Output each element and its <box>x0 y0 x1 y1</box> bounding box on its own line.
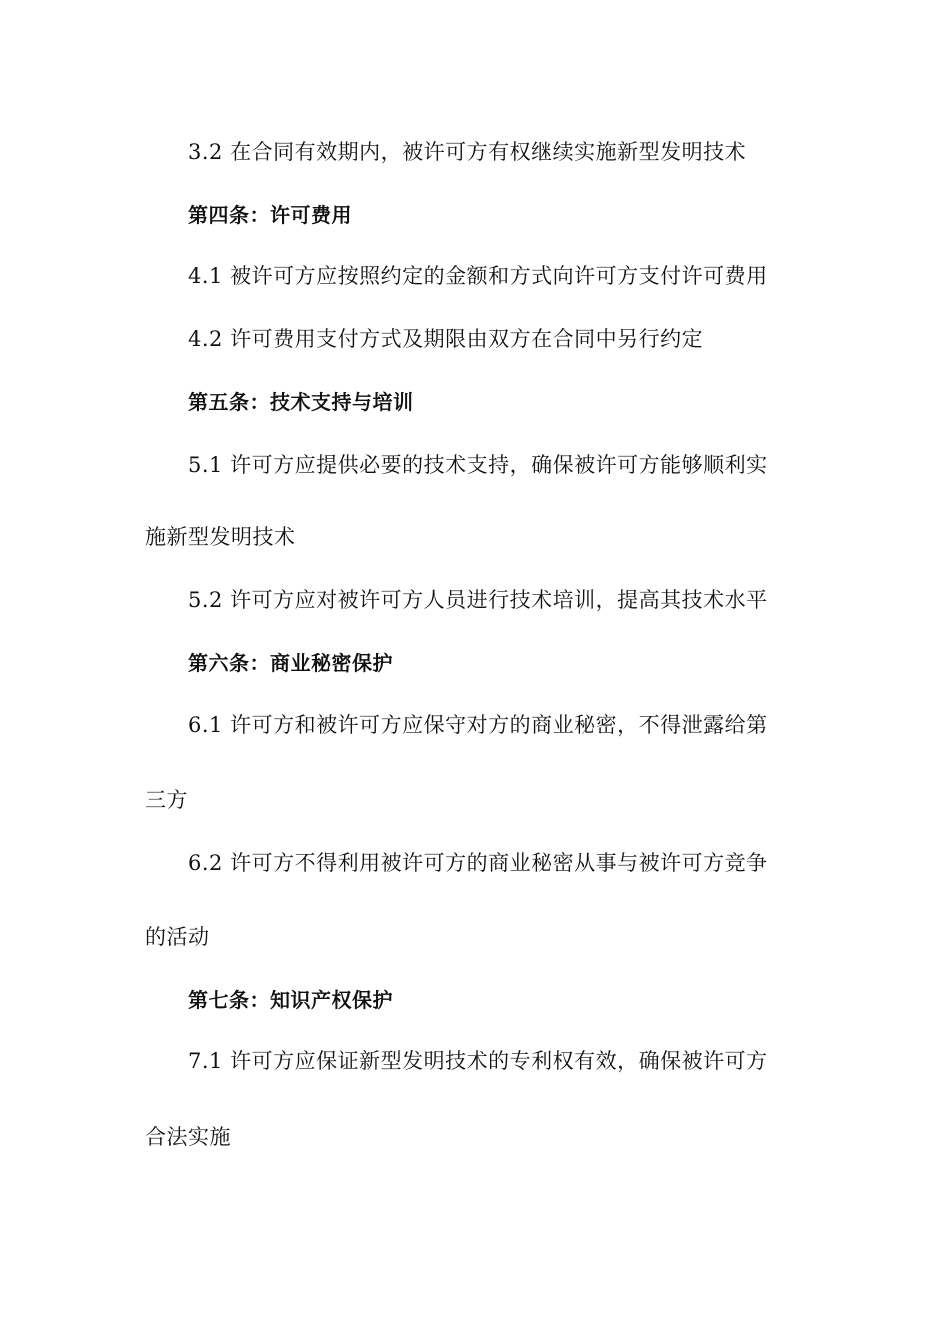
clause-6-1-text: 6.1 许可方和被许可方应保守对方的商业秘密，不得泄露给第 <box>188 713 768 737</box>
clause-7-1-continuation: 合法实施 <box>145 1125 231 1149</box>
article-7-heading: 第七条：知识产权保护 <box>188 988 393 1012</box>
article-5-heading: 第五条：技术支持与培训 <box>188 390 414 414</box>
clause-5-1-continuation: 施新型发明技术 <box>145 525 296 549</box>
clause-5-1-text: 5.1 许可方应提供必要的技术支持，确保被许可方能够顺利实 <box>188 453 768 477</box>
clause-4-2-text: 4.2 许可费用支付方式及期限由双方在合同中另行约定 <box>188 327 704 351</box>
clause-7-1-text: 7.1 许可方应保证新型发明技术的专利权有效，确保被许可方 <box>188 1049 768 1073</box>
clause-6-2-text: 6.2 许可方不得利用被许可方的商业秘密从事与被许可方竞争 <box>188 851 768 875</box>
article-4-heading: 第四条：许可费用 <box>188 203 352 227</box>
clause-5-2-text: 5.2 许可方应对被许可方人员进行技术培训，提高其技术水平 <box>188 588 768 612</box>
article-6-heading: 第六条：商业秘密保护 <box>188 651 393 675</box>
clause-4-1-text: 4.1 被许可方应按照约定的金额和方式向许可方支付许可费用 <box>188 264 768 288</box>
clause-3-2-text: 3.2 在合同有效期内，被许可方有权继续实施新型发明技术 <box>188 140 747 164</box>
clause-6-1-continuation: 三方 <box>145 788 188 812</box>
clause-6-2-continuation: 的活动 <box>145 925 210 949</box>
